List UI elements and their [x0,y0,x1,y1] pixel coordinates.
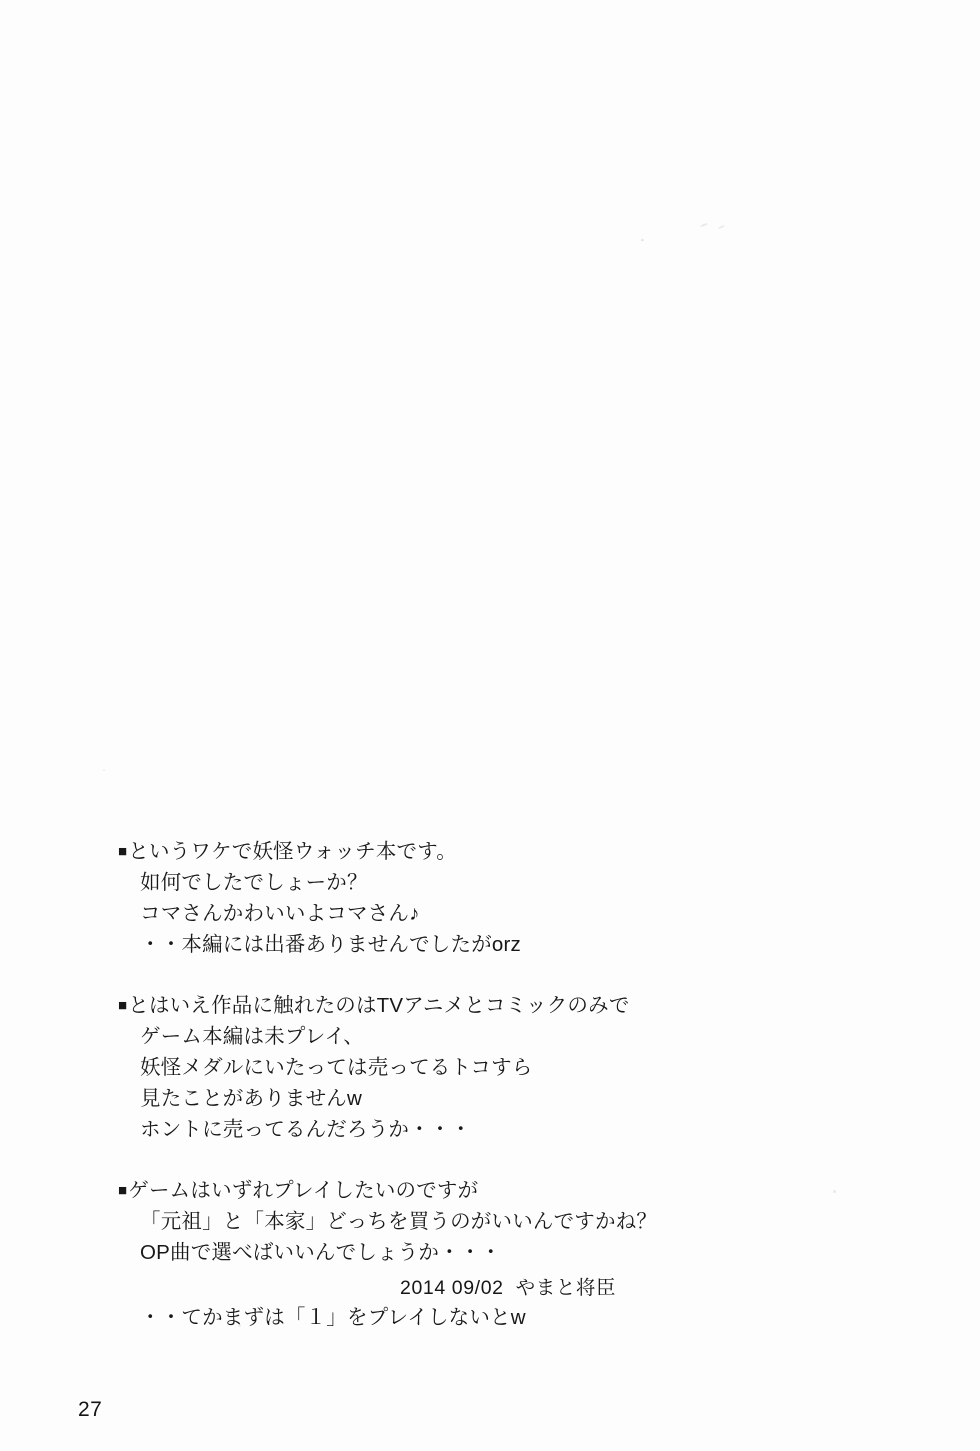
square-bullet-icon: ■ [118,843,128,860]
square-bullet-icon: ■ [118,1182,128,1199]
afterword-line: 見たことがありませんw [140,1087,363,1110]
afterword-text [118,836,878,1333]
afterword-line-text: ゲームはいずれプレイしたいのですが [128,1179,479,1202]
afterword-block-2 [118,990,878,1145]
signature-line: 2014 09/02 やまと将臣 [400,1277,617,1299]
afterword-line: ゲーム本編は未プレイ、 [140,1025,365,1048]
afterword-line [118,836,878,867]
afterword-block-3 [118,1175,878,1268]
afterword-line: OP曲で選べばいいんでしょうか・・・ [140,1241,502,1264]
scan-speck [718,225,725,230]
afterword-line-text: というワケで妖怪ウォッチ本です。 [128,840,458,863]
afterword-line: 妖怪メダルにいたっては売ってるトコすら [140,1056,533,1079]
afterword-line: ホントに売ってるんだろうか・・・ [140,1118,472,1141]
square-bullet-icon: ■ [118,997,128,1014]
afterword-line: ・・本編には出番ありませんでしたがorz [140,933,521,956]
afterword-line [118,990,878,1021]
afterword-line: ・・てかまずは「１」をプレイしないとw [140,1306,526,1329]
afterword-line [118,1175,878,1206]
page-number: 27 [78,1398,103,1421]
afterword-line: コマさんかわいいよコマさん♪ [140,902,420,925]
afterword-line: 「元祖」と「本家」どっちを買うのがいいんですかね？ [140,1210,658,1233]
scan-speck [103,769,105,771]
afterword-line: 如何でしたでしょーか？ [140,871,368,894]
afterword-block-4 [118,1302,878,1333]
scan-speck [700,223,708,228]
afterword-block-1 [118,836,878,960]
afterword-line-text: とはいえ作品に触れたのはTVアニメとコミックのみで [128,994,630,1017]
scan-speck [641,239,644,241]
